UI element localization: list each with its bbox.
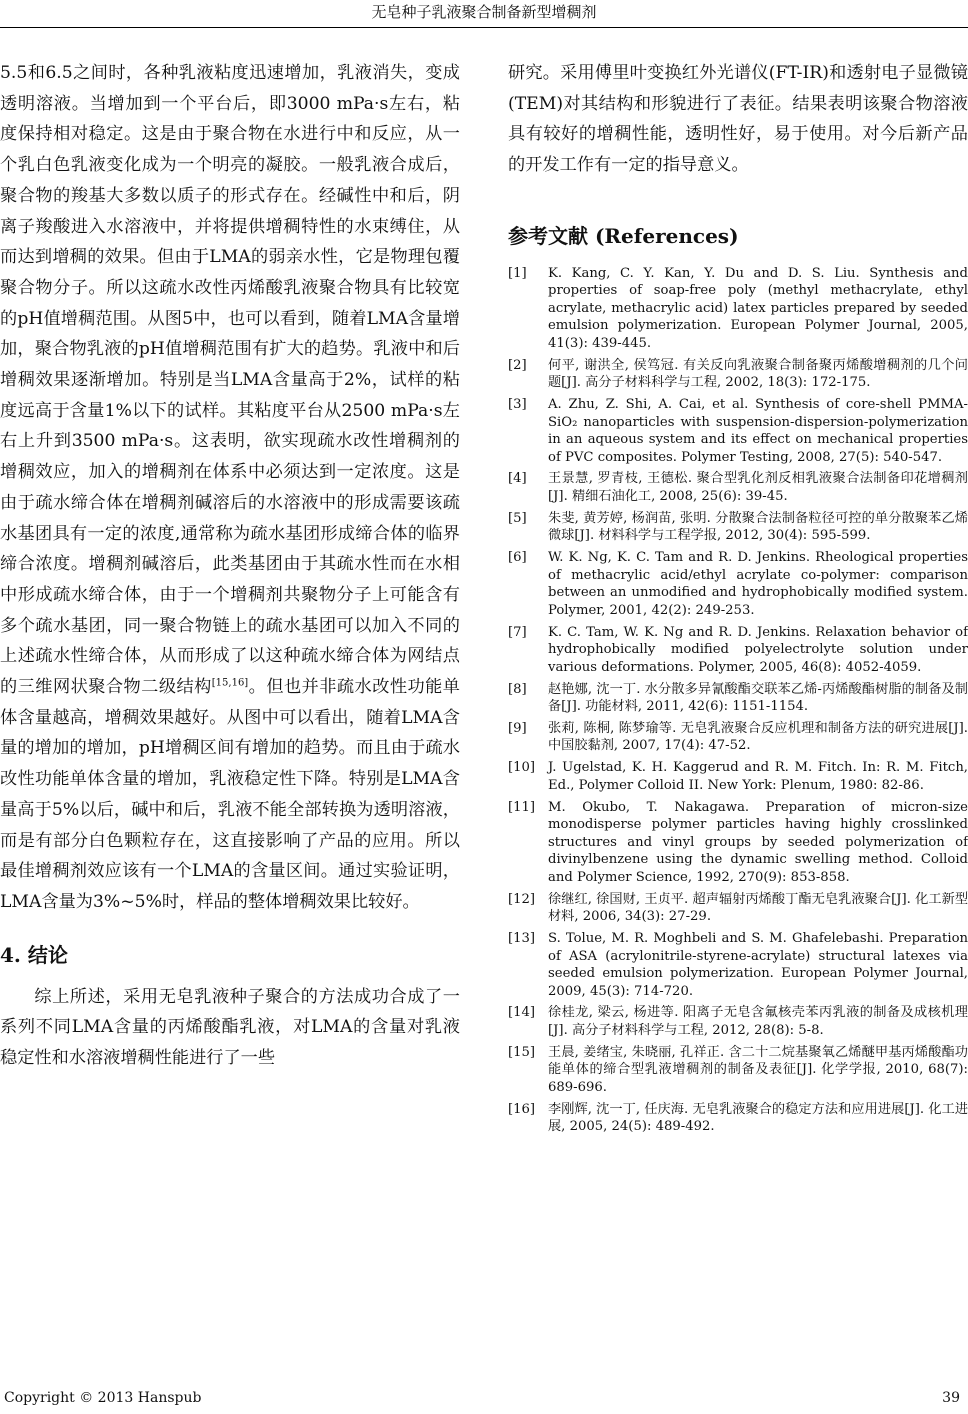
reference-item (508, 470, 968, 505)
reference-item (508, 357, 968, 392)
running-header-title: 无皂种子乳液聚合制备新型增稠剂 (371, 3, 597, 21)
reference-item (508, 265, 968, 353)
reference-text: S. Tolue, M. R. Moghbeli and S. M. Ghafelebashi. Preparation of ASA (acrylonitrile-styrene-acrylate) structural latexes via seeded emulsion polymerization. European Polymer Journal, 2009, 45(3): 714-720. (548, 931, 968, 999)
reference-text: 王景慧, 罗青枝, 王德松. 聚合型乳化剂反相乳液聚合法制备印花增稠剂[J]. 精细石油化工, 2008, 25(6): 39-45. (548, 471, 968, 504)
reference-text: W. K. Ng, K. C. Tam and R. D. Jenkins. Rheological properties of methacrylic acid/ethyl acrylate co-polymer: comparison between an unmodified and hydrophobically modified system. Polymer, 2001, 42(2): 249-253. (548, 550, 968, 618)
body-paragraph: 研究。采用傅里叶变换红外光谱仪(FT-IR)和透射电子显微镜(TEM)对其结构和形貌进行了表征。结果表明该聚合物溶液具有较好的增稠性能，透明性好，易于使用。对今后新产品的开发工作有一定的指导意义。 (508, 63, 968, 176)
header-rule (0, 27, 968, 28)
reference-item (508, 930, 968, 1000)
reference-number: [6] (508, 550, 527, 566)
reference-text: K. Kang, C. Y. Kan, Y. Du and D. S. Liu. Synthesis and properties of soap-free poly (methyl methacrylate, ethyl acrylate, methacrylic acid) latex particles prepared by seeded emulsion polymerization. European Polymer Journal, 2005, 41(3): 439-445. (548, 265, 968, 351)
reference-item (508, 1004, 968, 1039)
page-footer (0, 1388, 968, 1410)
reference-text: 李刚辉, 沈一丁, 任庆海. 无皂乳液聚合的稳定方法和应用进展[J]. 化工进展, 2005, 24(5): 489-492. (548, 1101, 968, 1135)
right-column (508, 58, 968, 1140)
reference-number: [10] (508, 760, 536, 776)
reference-number: [5] (508, 510, 527, 526)
reference-text: 王晨, 姜绪宝, 朱晓丽, 孔祥正. 含二十二烷基聚氧乙烯醚甲基丙烯酸酯功能单体的缔合型乳液增稠剂的制备及表征[J]. 化学学报, 2010, 68(7): 689-696. (548, 1044, 968, 1095)
left-column (0, 58, 460, 1074)
reference-number: [3] (508, 397, 527, 413)
reference-number: [7] (508, 624, 527, 640)
reference-number: [8] (508, 681, 527, 697)
reference-number: [16] (508, 1101, 536, 1117)
reference-list (508, 265, 968, 1136)
citation: [15,16] (211, 677, 249, 689)
reference-text: 张莉, 陈桐, 陈梦瑜等. 无皂乳液聚合反应机理和制备方法的研究进展[J]. 中国胶黏剂, 2007, 17(4): 47-52. (548, 720, 968, 754)
reference-text: 徐桂龙, 梁云, 杨进等. 阳离子无皂含氟核壳苯丙乳液的制备及成核机理[J]. 高分子材料科学与工程, 2012, 28(8): 5-8. (548, 1005, 968, 1038)
reference-number: [4] (508, 471, 527, 487)
reference-number: [1] (508, 265, 527, 281)
reference-number: [14] (508, 1005, 536, 1021)
page-number: 39 (942, 1390, 960, 1406)
reference-text: 朱斐, 黄芳婷, 杨润苗, 张明. 分散聚合法制备粒径可控的单分散聚苯乙烯微球[J]. 材料科学与工程学报, 2012, 30(4): 595-599. (548, 510, 968, 544)
body-paragraph: 综上所述，采用无皂乳液种子聚合的方法成功合成了一系列不同LMA含量的丙烯酸酯乳液，对LMA的含量对乳液稳定性和水溶液增稠性能进行了一些 (0, 986, 460, 1069)
reference-item (508, 891, 968, 926)
copyright-notice: Copyright © 2013 Hanspub (4, 1390, 202, 1406)
paragraph-text: 。但也并非疏水改性功能单体含量越高，增稠效果越好。从图中可以看出，随着LMA含量的增加的增加，pH增稠区间有增加的趋势。而且由于疏水改性功能单体含量的增加，乳液稳定性下降。特别是LMA含量高于5%以后，碱中和后，乳液不能全部转换为透明溶液，而是有部分白色颗粒存在，这直接影响了产品的应用。所以最佳增稠剂效应该有一个LMA的含量区间。通过实验证明，LMA含量为3%~5%时，样品的整体增稠效果比较好。 (0, 677, 460, 912)
reference-number: [12] (508, 891, 536, 907)
reference-number: [2] (508, 357, 527, 373)
reference-text: A. Zhu, Z. Shi, A. Cai, et al. Synthesis of core-shell PMMA-SiO₂ nanoparticles with suspension-dispersion-polymerization in an aqueous system and its effect on mechanical properties of PVC composites. Polymer Testing, 2008, 27(5): 540-547. (548, 397, 968, 465)
reference-number: [13] (508, 931, 536, 946)
reference-item (508, 681, 968, 716)
reference-item (508, 799, 968, 887)
section-heading-conclusion: 4. 结论 (0, 942, 68, 967)
running-header (0, 0, 968, 30)
reference-item (508, 396, 968, 466)
reference-item (508, 549, 968, 619)
reference-number: [11] (508, 799, 536, 815)
reference-text: 何平, 谢洪全, 侯笃冠. 有关反向乳液聚合制备聚丙烯酸增稠剂的几个问题[J]. 高分子材料科学与工程, 2002, 18(3): 172-175. (548, 357, 968, 391)
reference-text: 徐继红, 徐国财, 王贞平. 超声辐射丙烯酸丁酯无皂乳液聚合[J]. 化工新型材料, 2006, 34(3): 27-29. (548, 891, 968, 925)
reference-number: [9] (508, 720, 527, 736)
reference-text: 赵艳娜, 沈一丁. 水分散多异氰酸酯交联苯乙烯-丙烯酸酯树脂的制备及制备[J]. 功能材料, 2011, 42(6): 1151-1154. (548, 681, 968, 715)
reference-item (508, 1101, 968, 1136)
reference-item (508, 759, 968, 794)
body-paragraph (0, 58, 460, 918)
reference-text: J. Ugelstad, K. H. Kaggerud and R. M. Fitch. In: R. M. Fitch, Ed., Polymer Colloid II. New York: Plenum, 1980: 82-86. (548, 760, 968, 793)
references-heading: 参考文献 (References) (508, 223, 739, 248)
reference-text: K. C. Tam, W. K. Ng and R. D. Jenkins. Relaxation behavior of hydrophobically modified polyelectrolyte solution under various deformations. Polymer, 2005, 46(8): 4052-4059. (548, 624, 968, 675)
reference-item (508, 1044, 968, 1097)
paragraph-text: 5.5和6.5之间时，各种乳液粘度迅速增加，乳液消失，变成透明溶液。当增加到一个平台后，即3000 mPa·s左右，粘度保持相对稳定。这是由于聚合物在水进行中和反应，从一个乳白色乳液变化成为一个明亮的凝胶。一般乳液合成后，聚合物的羧基大多数以质子的形式存在。经碱性中和后，阴离子羧酸进入水溶液中，并将提供增稠特性的水束缚住，从而达到增稠的效果。但由于LMA的弱亲水性，它是物理包覆聚合物分子。所以这疏水改性丙烯酸乳液聚合物具有比较宽的pH值增稠范围。从图5中，也可以看到，随着LMA含量增加，聚合物乳液的pH值增稠范围有扩大的趋势。乳液中和后增稠效果逐渐增加。特别是当LMA含量高于2%，试样的粘度远高于含量1%以下的试样。其粘度平台从2500 mPa·s左右上升到3500 mPa·s。这表明，欲实现疏水改性增稠剂的增稠效应，加入的增稠剂在体系中必须达到一定浓度。这是由于疏水缔合体在增稠剂碱溶后的水溶液中的形成需要该疏水基团具有一定的浓度,通常称为疏水基团形成缔合体的临界缔合浓度。增稠剂碱溶后，此类基团由于其疏水性而在水相中形成疏水缔合体，由于一个增稠剂共聚物分子上可能含有多个疏水基团，同一聚合物链上的疏水基团可以加入不同的上述疏水性缔合体，从而形成了以这种疏水缔合体为网结点的三维网状聚合物二级结构 (0, 63, 460, 698)
reference-text: M. Okubo, T. Nakagawa. Preparation of micron-size monodisperse polymer particles having highly crosslinked structures and vinyl groups by seeded polymerization of divinylbenzene using the dynamic swelling method. Colloid and Polymer Science, 1992, 270(9): 853-858. (548, 799, 968, 885)
reference-item (508, 510, 968, 545)
reference-item (508, 720, 968, 755)
reference-number: [15] (508, 1044, 536, 1060)
reference-item (508, 624, 968, 677)
